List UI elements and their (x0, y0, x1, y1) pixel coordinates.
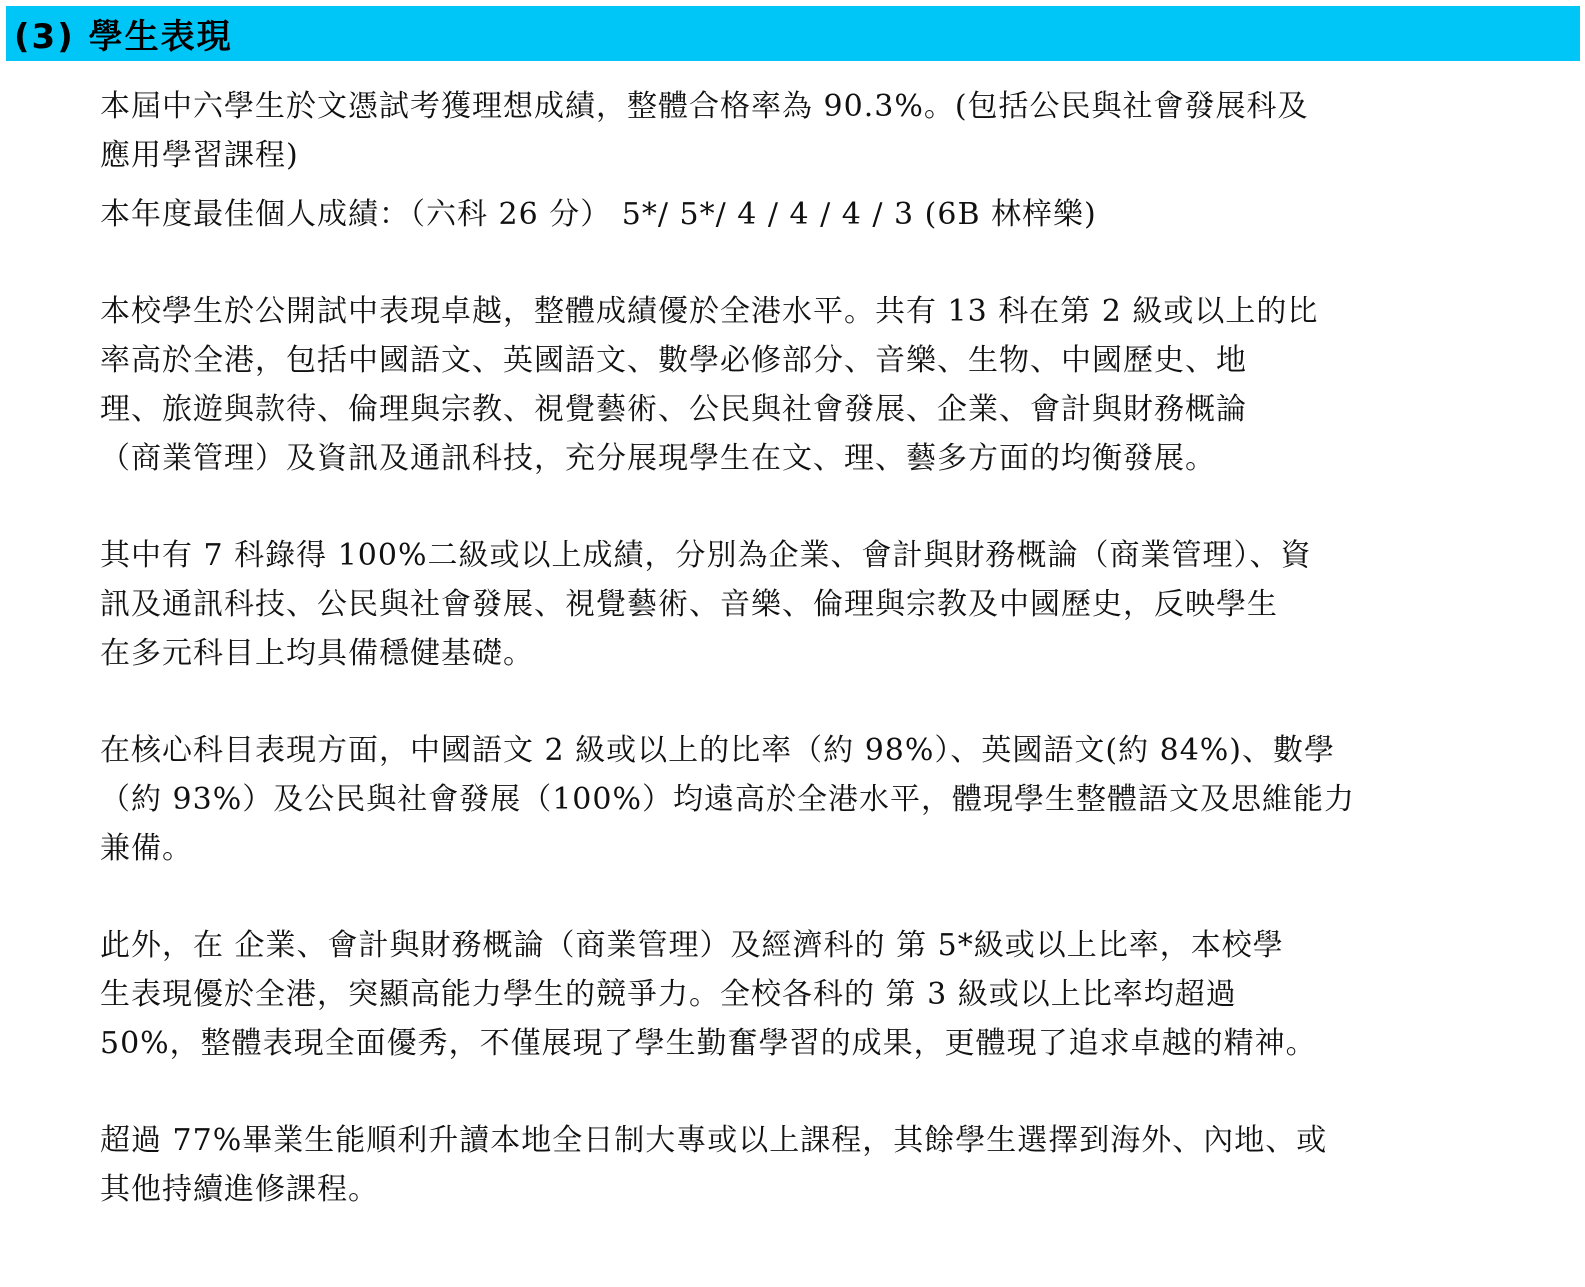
text-line: 理、旅遊與款待、倫理與宗教、視覺藝術、公民與社會發展、企業、會計與財務概論 (100, 392, 1247, 427)
text-line: 兼備。 (100, 831, 193, 866)
text-line: （商業管理）及資訊及通訊科技，充分展現學生在文、理、藝多方面的均衡發展。 (100, 441, 1216, 476)
section-header (6, 6, 1580, 61)
paragraph-full-pass-subjects (100, 531, 1570, 678)
paragraph-further-studies (100, 1116, 1570, 1214)
document-body (100, 82, 1570, 1214)
text-line: 50%，整體表現全面優秀，不僅展現了學生勤奮學習的成果，更體現了追求卓越的精神。 (100, 1026, 1317, 1061)
section-title: (3) 學生表現 (14, 17, 233, 57)
paragraph-pass-rate (100, 82, 1570, 180)
paragraph-best-result (100, 190, 1570, 239)
text-line: 其他持續進修課程。 (100, 1172, 379, 1207)
paragraph-overall-performance (100, 287, 1570, 483)
paragraph-top-grades (100, 921, 1570, 1068)
text-line: （約 93%）及公民與社會發展（100%）均遠高於全港水平，體現學生整體語文及思維能力 (100, 782, 1355, 817)
text-line: 本屆中六學生於文憑試考獲理想成績，整體合格率為 90.3%。(包括公民與社會發展科及 (100, 89, 1309, 124)
paragraph-core-subjects (100, 726, 1570, 873)
text-line: 在核心科目表現方面，中國語文 2 級或以上的比率（約 98%）、英國語文(約 84%)、數學 (100, 733, 1335, 768)
text-line: 率高於全港，包括中國語文、英國語文、數學必修部分、音樂、生物、中國歷史、地 (100, 343, 1247, 378)
text-line: 在多元科目上均具備穩健基礎。 (100, 636, 534, 671)
text-line: 超過 77%畢業生能順利升讀本地全日制大專或以上課程，其餘學生選擇到海外、內地、或 (100, 1123, 1328, 1158)
text-line: 本校學生於公開試中表現卓越，整體成績優於全港水平。共有 13 科在第 2 級或以上的比 (100, 294, 1319, 329)
text-line: 此外，在 企業、會計與財務概論（商業管理）及經濟科的 第 5*級或以上比率，本校學 (100, 928, 1284, 963)
text-line: 本年度最佳個人成績：（六科 26 分） 5*/ 5*/ 4 / 4 / 4 / 3 (6B 林梓樂) (100, 197, 1097, 232)
text-line: 其中有 7 科錄得 100%二級或以上成績，分別為企業、會計與財務概論（商業管理）、資 (100, 538, 1312, 573)
text-line: 生表現優於全港，突顯高能力學生的競爭力。全校各科的 第 3 級或以上比率均超過 (100, 977, 1237, 1012)
text-line: 訊及通訊科技、公民與社會發展、視覺藝術、音樂、倫理與宗教及中國歷史，反映學生 (100, 587, 1278, 622)
text-line: 應用學習課程) (100, 138, 299, 173)
